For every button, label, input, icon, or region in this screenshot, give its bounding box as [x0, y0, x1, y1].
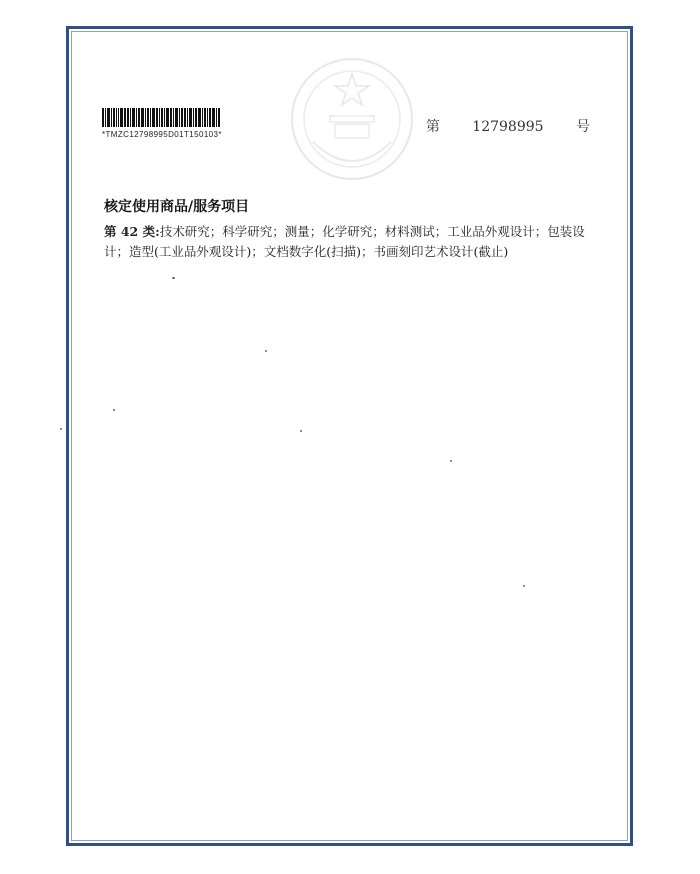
scan-speck — [523, 585, 525, 587]
scan-speck — [300, 430, 302, 432]
barcode-number: *TMZC12798995D01T150103* — [102, 130, 222, 139]
barcode-bars — [102, 108, 252, 127]
registration-number — [426, 116, 590, 136]
registration-number-value: 12798995 — [472, 119, 544, 135]
barcode — [102, 108, 252, 139]
goods-items: 技术研究；科学研究；测量；化学研究；材料测试；工业品外观设计；包装设计；造型(工业品外观设计)；文档数字化(扫描)；书画刻印艺术设计(截止) — [104, 224, 585, 259]
scan-speck — [113, 409, 115, 411]
scan-speck — [60, 428, 62, 430]
section-title: 核定使用商品/服务项目 — [104, 199, 250, 215]
scan-speck — [450, 460, 452, 462]
scan-speck — [172, 277, 175, 279]
registration-suffix: 号 — [576, 119, 590, 135]
registration-prefix: 第 — [425, 119, 440, 135]
national-emblem-watermark-icon — [285, 52, 419, 186]
class-label: 第 42 类: — [104, 224, 160, 239]
goods-services-list — [104, 222, 602, 262]
scan-speck — [265, 350, 267, 352]
